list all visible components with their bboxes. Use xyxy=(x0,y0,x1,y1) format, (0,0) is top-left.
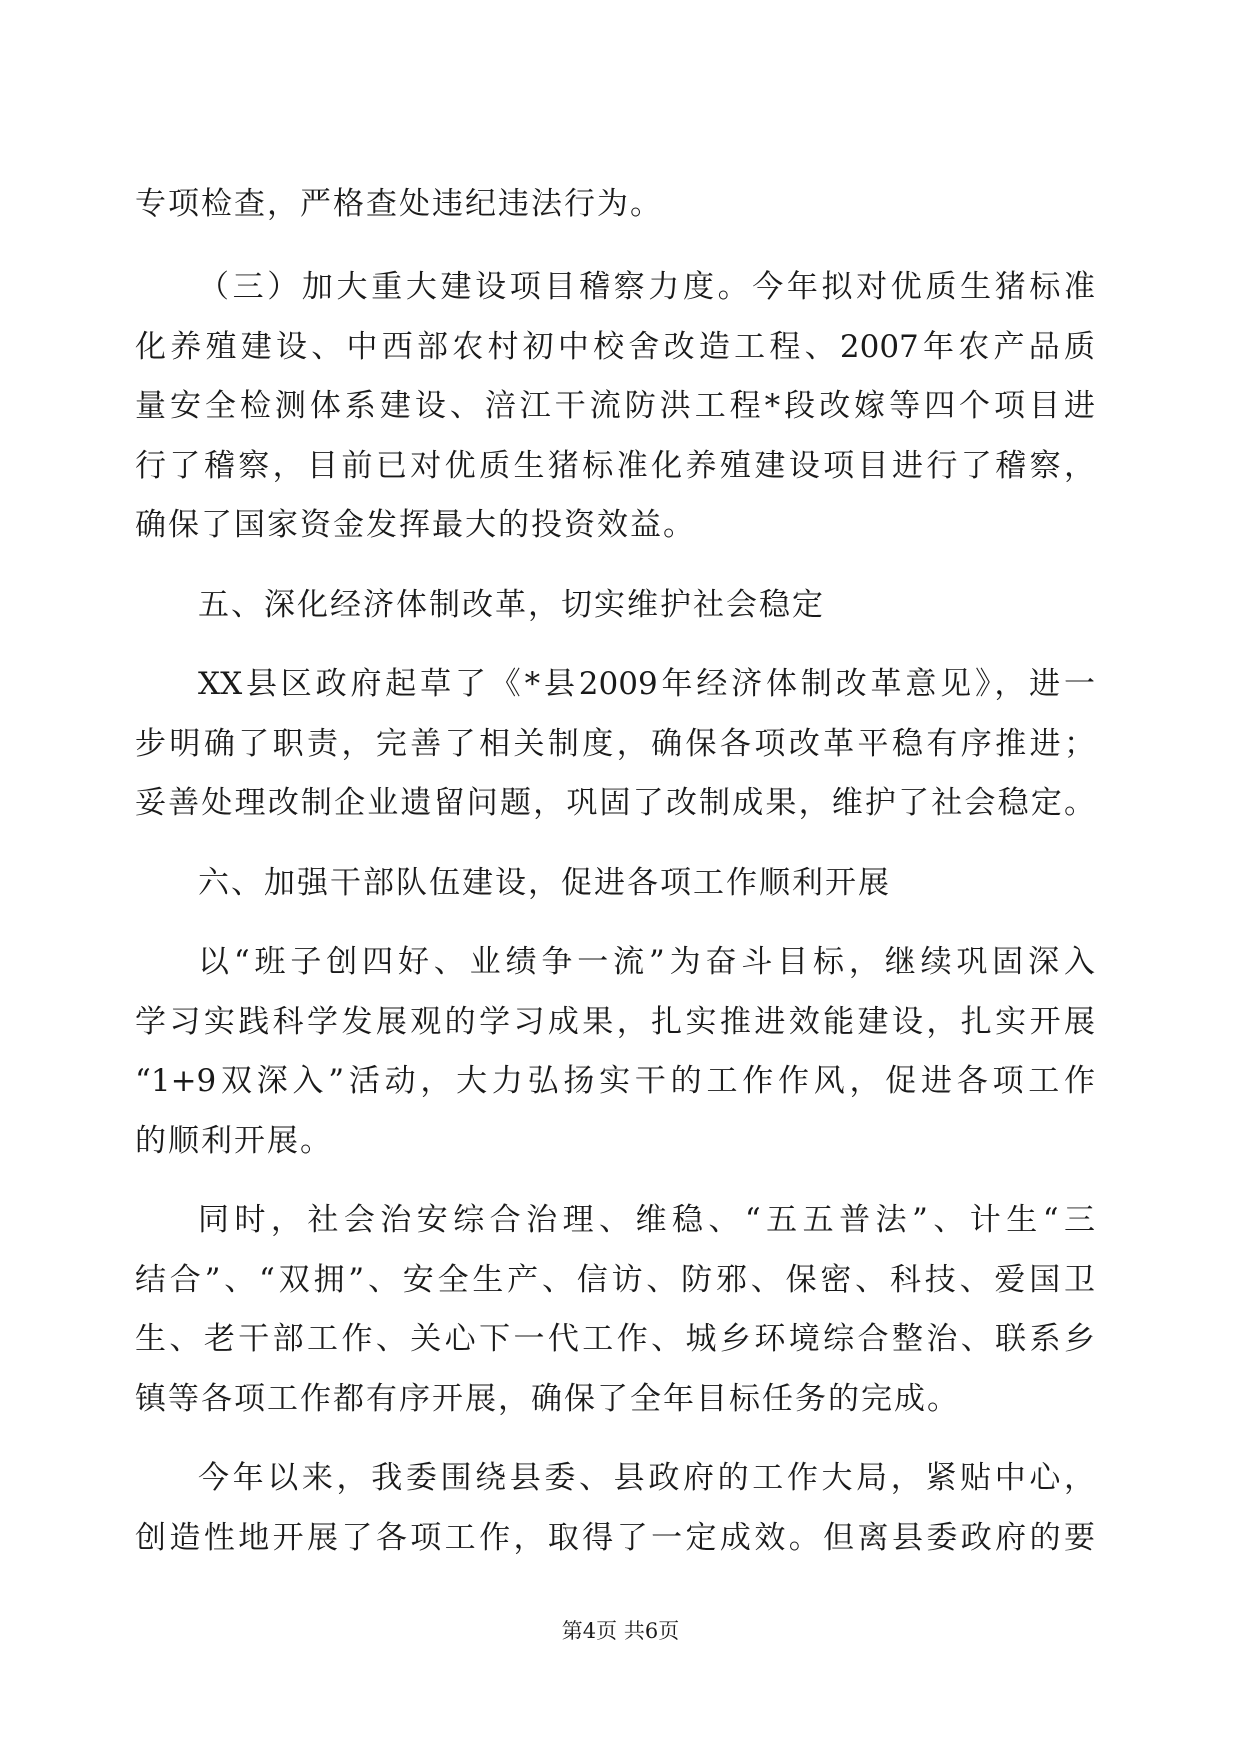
paragraph-line: 的顺利开展。 xyxy=(135,1123,333,1159)
paragraph-line: 化养殖建设、中西部农村初中校舍改造工程、2007年农产品质 xyxy=(135,329,1095,365)
section-heading: 五、深化经济体制改革，切实维护社会稳定 xyxy=(198,587,825,623)
paragraph-line: 步明确了职责，完善了相关制度，确保各项改革平稳有序推进； xyxy=(135,726,1095,762)
paragraph-line: 行了稽察，目前已对优质生猪标准化养殖建设项目进行了稽察， xyxy=(135,448,1095,484)
paragraph-line: 专项检查，严格查处违纪违法行为。 xyxy=(135,186,663,222)
paragraph-line: “1+9双深入”活动，大力弘扬实干的工作作风，促进各项工作 xyxy=(135,1063,1095,1099)
paragraph-line: 确保了国家资金发挥最大的投资效益。 xyxy=(135,507,696,543)
paragraph-line: 以“班子创四好、业绩争一流”为奋斗目标，继续巩固深入 xyxy=(198,944,1095,980)
paragraph-line: XX县区政府起草了《*县2009年经济体制改革意见》，进一 xyxy=(198,666,1095,702)
paragraph-line: 创造性地开展了各项工作，取得了一定成效。但离县委政府的要 xyxy=(135,1520,1095,1556)
paragraph-line: 妥善处理改制企业遗留问题，巩固了改制成果，维护了社会稳定。 xyxy=(135,785,1095,821)
paragraph-line: 同时，社会治安综合治理、维稳、“五五普法”、计生“三 xyxy=(198,1202,1095,1238)
paragraph-line: 结合”、“双拥”、安全生产、信访、防邪、保密、科技、爱国卫 xyxy=(135,1262,1095,1298)
paragraph-line: 镇等各项工作都有序开展，确保了全年目标任务的完成。 xyxy=(135,1381,960,1417)
page-number-footer: 第4页 共6页 xyxy=(561,1619,680,1643)
paragraph-line: 生、老干部工作、关心下一代工作、城乡环境综合整治、联系乡 xyxy=(135,1321,1095,1357)
paragraph-line: 学习实践科学发展观的学习成果，扎实推进效能建设，扎实开展 xyxy=(135,1004,1095,1040)
paragraph-line: （三）加大重大建设项目稽察力度。今年拟对优质生猪标准 xyxy=(198,269,1095,305)
paragraph-line: 今年以来，我委围绕县委、县政府的工作大局，紧贴中心， xyxy=(198,1460,1095,1496)
section-heading: 六、加强干部队伍建设，促进各项工作顺利开展 xyxy=(198,865,891,901)
paragraph-line: 量安全检测体系建设、涪江干流防洪工程*段改嫁等四个项目进 xyxy=(135,388,1095,424)
